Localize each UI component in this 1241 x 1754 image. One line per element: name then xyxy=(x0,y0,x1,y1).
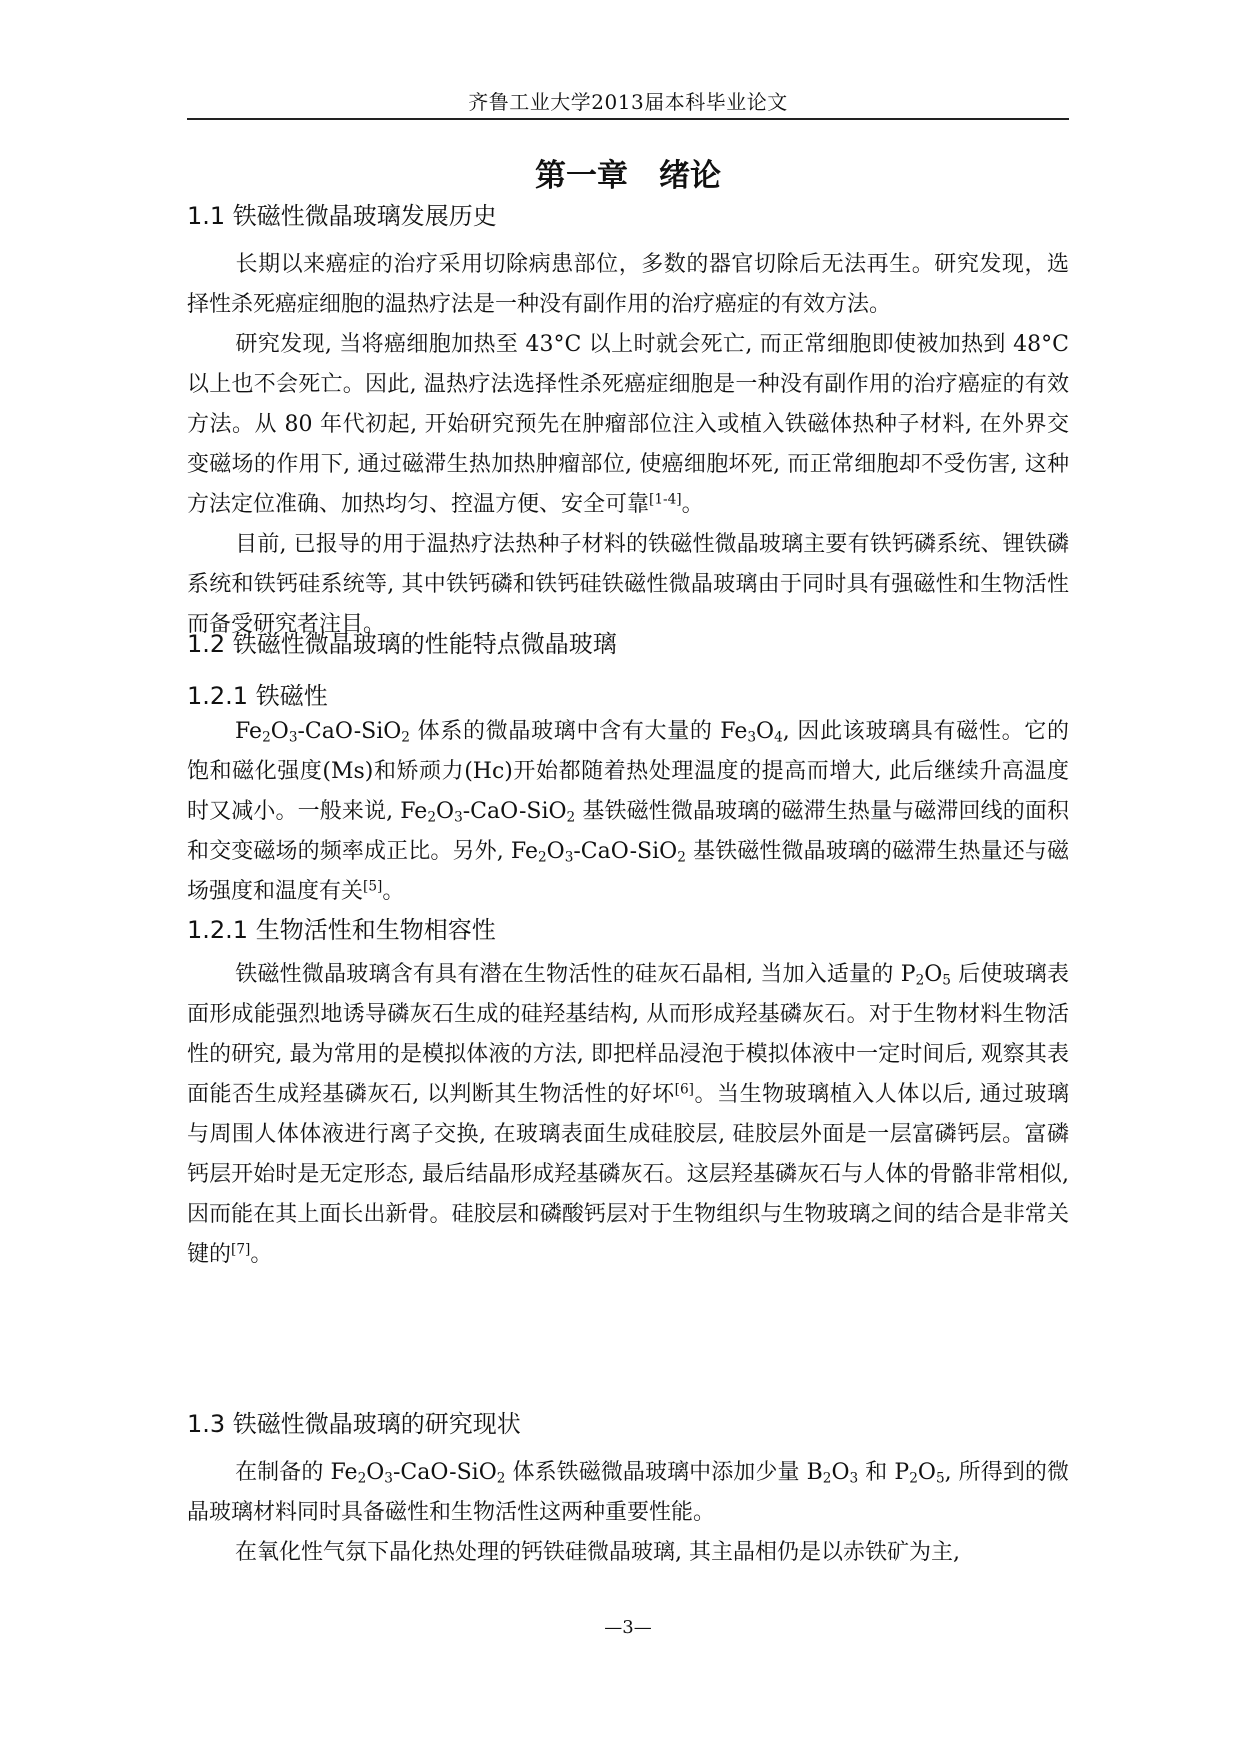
paragraph-text: 基铁磁性微晶玻璃的磁滞生热量与磁滞回线的面积和交变磁场的频率成正比。另外, xyxy=(187,799,1069,864)
paragraph-text: 。 xyxy=(681,492,704,517)
chapter-title: 第一章 绪论 xyxy=(535,158,721,194)
paragraph-text: 长期以来癌症的治疗采用切除病患部位，多数的器官切除后无法再生。研究发现，选择性杀死癌症细胞的温热疗法是一种没有副作用的治疗癌症的有效方法。 xyxy=(187,252,1069,317)
formula-p2o5: $P_2O_5$ xyxy=(900,962,951,989)
running-header: 齐鲁工业大学2013届本科毕业论文 xyxy=(468,90,788,114)
formula-fe2o3-cao-sio2: $Fe_2O_3-CaO-SiO_2$ xyxy=(510,839,686,866)
citation: [5] xyxy=(363,878,383,895)
paragraph-text: , 所得到的微晶玻璃材料同时具备磁性和生物活性这两种重要性能。 xyxy=(187,1460,1069,1525)
section-heading-1-2-1: 1.2.1 铁磁性 xyxy=(187,682,328,710)
section-heading-1-1: 1.1 铁磁性微晶玻璃发展历史 xyxy=(187,202,497,230)
paragraph-text: 和 xyxy=(858,1460,895,1485)
section-heading-1-2-1-bio: 1.2.1 生物活性和生物相容性 xyxy=(187,916,496,944)
citation: [6] xyxy=(674,1081,694,1098)
formula-b2o3: $B_2O_3$ xyxy=(806,1460,859,1487)
citation: [1-4] xyxy=(649,491,682,508)
paragraph-1-2-1 xyxy=(187,712,1069,912)
formula-fe2o3-cao-sio2: $Fe_2O_3-CaO-SiO_2$ xyxy=(235,719,410,746)
formula-fe2o3-cao-sio2: $Fe_2O_3-CaO-SiO_2$ xyxy=(400,799,576,826)
section-heading-1-3: 1.3 铁磁性微晶玻璃的研究现状 xyxy=(187,1410,521,1438)
formula-p2o5: $P_2O_5$ xyxy=(894,1460,945,1487)
paragraph-1-1-b xyxy=(187,325,1069,525)
section-heading-1-2: 1.2 铁磁性微晶玻璃的性能特点微晶玻璃 xyxy=(187,630,617,658)
paragraph-1-3-b xyxy=(187,1533,1069,1573)
page-number: —3— xyxy=(604,1617,652,1638)
formula-fe2o3-cao-sio2: $Fe_2O_3-CaO-SiO_2$ xyxy=(330,1460,506,1487)
paragraph-text: 基铁磁性微晶玻璃的磁滞生热量还与磁场强度和温度有关 xyxy=(187,839,1069,904)
paragraph-text: 体系铁磁微晶玻璃中添加少量 xyxy=(505,1460,807,1485)
header-rule xyxy=(187,118,1069,120)
paragraph-text: 体系的微晶玻璃中含有大量的 xyxy=(409,719,721,744)
paragraph-1-2-1-bio xyxy=(187,955,1069,1275)
paragraph-text: 在氧化性气氛下晶化热处理的钙铁硅微晶玻璃, 其主晶相仍是以赤铁矿为主, xyxy=(235,1540,960,1565)
paragraph-text: 研究发现, 当将癌细胞加热至 43°C 以上时就会死亡, 而正常细胞即使被加热到 48°C 以上也不会死亡。因此, 温热疗法选择性杀死癌症细胞是一种没有副作用的治疗癌症的有效方法。从 80 年代初起, 开始研究预先在肿瘤部位注入或植入铁磁体热种子材料, 在外界交变磁场的作用下, 通过磁滞生热加热肿瘤部位, 使癌细胞坏死, 而正常细胞却不受伤害, 这种方法定位准确、加热均匀、控温方便、安全可靠 xyxy=(187,332,1069,517)
citation: [7] xyxy=(231,1241,251,1258)
paragraph-text: 。当生物玻璃植入人体以后, 通过玻璃与周围人体体液进行离子交换, 在玻璃表面生成硅胶层, 硅胶层外面是一层富磷钙层。富磷钙层开始时是无定形态, 最后结晶形成羟基磷灰石。这层羟基磷灰石与人体的骨骼非常相似, 因而能在其上面长出新骨。硅胶层和磷酸钙层对于生物组织与生物玻璃之间的结合是非常关键的 xyxy=(187,1082,1069,1267)
paragraph-text: 铁磁性微晶玻璃含有具有潜在生物活性的硅灰石晶相, 当加入适量的 xyxy=(235,962,901,987)
paragraph-text: 。 xyxy=(250,1242,273,1267)
paragraph-text: 目前, 已报导的用于温热疗法热种子材料的铁磁性微晶玻璃主要有铁钙磷系统、锂铁磷系统和铁钙硅系统等, 其中铁钙磷和铁钙硅铁磁性微晶玻璃由于同时具有强磁性和生物活性而备受研究者注目。 xyxy=(187,532,1069,637)
paragraph-text: 。 xyxy=(382,879,405,904)
formula-fe3o4: $Fe_3O_4$ xyxy=(720,719,783,746)
paragraph-text: 后使玻璃表面形成能强烈地诱导磷灰石生成的硅羟基结构, 从而形成羟基磷灰石。对于生物材料生物活性的研究, 最为常用的是模拟体液的方法, 即把样品浸泡于模拟体液中一定时间后, 观察其表面能否生成羟基磷灰石, 以判断其生物活性的好坏 xyxy=(187,962,1070,1107)
paragraph-text: 在制备的 xyxy=(235,1460,331,1485)
paragraph-1-1-a xyxy=(187,245,1069,325)
paragraph-text: , 因此该玻璃具有磁性。它的饱和磁化强度(Ms)和矫顽力(Hc)开始都随着热处理温度的提高而增大, 此后继续升高温度时又减小。一般来说, xyxy=(187,719,1069,824)
paragraph-1-3-a xyxy=(187,1453,1069,1533)
